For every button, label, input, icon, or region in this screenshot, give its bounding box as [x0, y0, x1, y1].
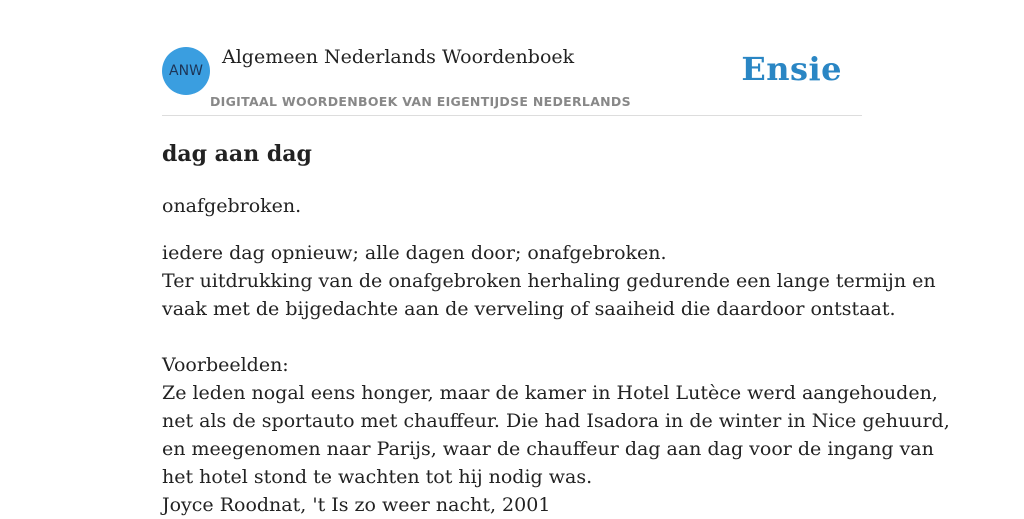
example-source: Joyce Roodnat, 't Is zo weer nacht, 2001: [162, 494, 551, 516]
definition-line: vaak met de bijgedachte aan de verveling of saaiheid die daardoor ontstaat.: [162, 298, 896, 320]
definition-line: iedere dag opnieuw; alle dagen door; onafgebroken.: [162, 242, 667, 264]
blank-line: [162, 323, 862, 351]
anw-logo[interactable]: [162, 47, 210, 95]
entry-term: dag aan dag: [162, 141, 312, 167]
example-line: en meegenomen naar Parijs, waar de chauffeur dag aan dag voor de ingang van: [162, 438, 934, 460]
header: [162, 44, 862, 116]
logo-text: ANW: [169, 63, 203, 79]
example-line: Ze leden nogal eens honger, maar de kamer in Hotel Lutèce werd aangehouden,: [162, 382, 938, 404]
ensie-logo[interactable]: Ensie: [741, 50, 842, 88]
example-line: net als de sportauto met chauffeur. Die had Isadora in de winter in Nice gehuurd,: [162, 410, 950, 432]
full-definition: [162, 239, 950, 519]
dictionary-subtitle: DIGITAAL WOORDENBOEK VAN EIGENTIJDSE NEDERLANDS: [210, 94, 631, 109]
examples-heading: Voorbeelden:: [162, 354, 289, 376]
entry: [162, 138, 950, 519]
short-definition: onafgebroken.: [162, 195, 302, 217]
definition-line: Ter uitdrukking van de onafgebroken herhaling gedurende een lange termijn en: [162, 270, 936, 292]
example-line: het hotel stond te wachten tot hij nodig was.: [162, 466, 593, 488]
dictionary-name[interactable]: Algemeen Nederlands Woordenboek: [222, 46, 575, 68]
header-divider: [162, 115, 862, 116]
